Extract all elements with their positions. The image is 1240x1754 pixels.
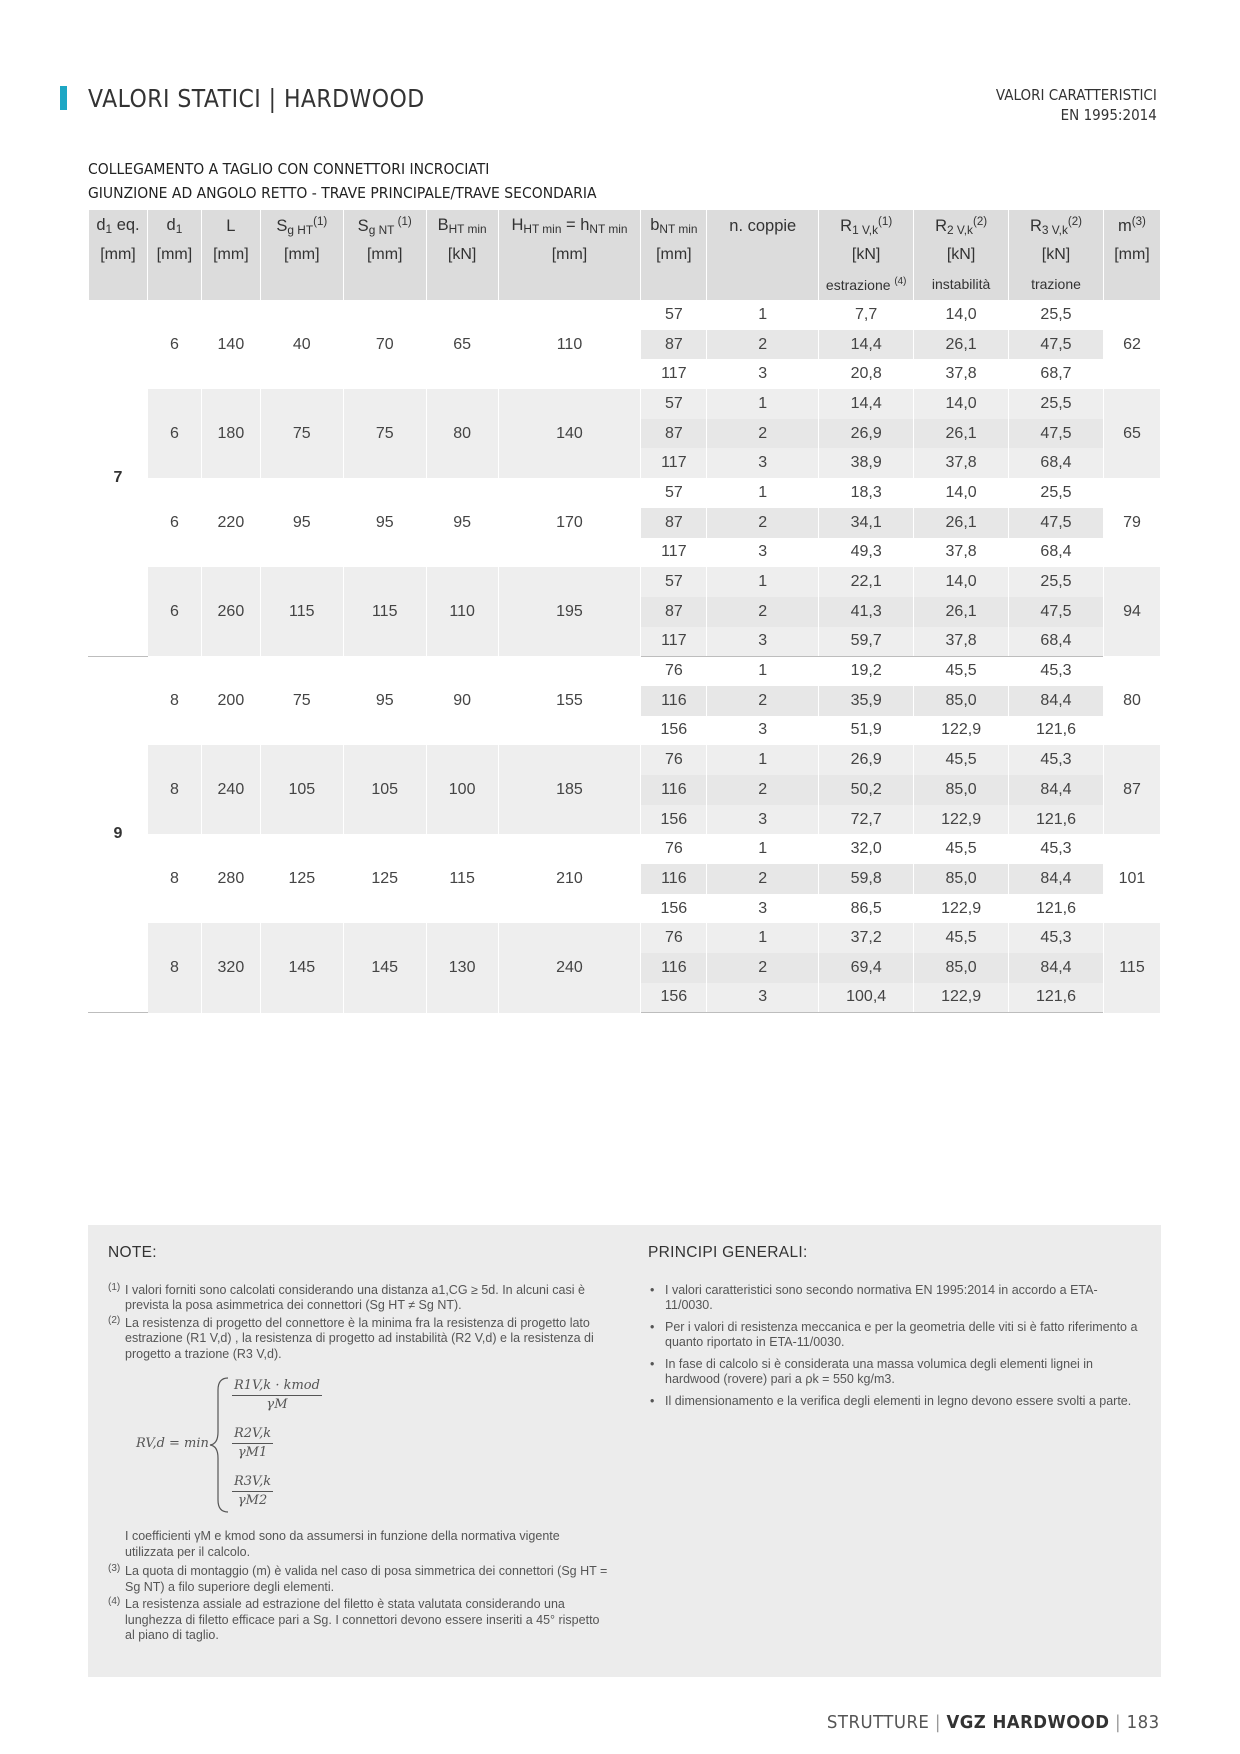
table-row [89,656,1161,686]
cell-r1: 14,4 [819,389,914,419]
unit-m: [mm] [1103,242,1160,268]
cell-sgnt: 145 [343,923,426,1012]
cell-d1eq: 7 [89,300,148,656]
cell-ncoppie: 3 [707,538,819,568]
cell-r3: 121,6 [1009,716,1104,746]
cell-bnt: 117 [641,627,707,657]
cell-d1: 6 [147,300,201,389]
cell-r1: 14,4 [819,330,914,360]
cell-L: 320 [201,923,260,1012]
cell-bnt: 57 [641,389,707,419]
cell-sgnt: 95 [343,478,426,567]
cell-sght: 125 [260,834,343,923]
unit-sgnt: [mm] [343,242,426,268]
col-sght-header: $S_{g HT}^{(1)}$ [260,210,343,242]
cell-bht: 110 [426,567,498,656]
cell-bnt: 117 [641,538,707,568]
cell-ncoppie: 3 [707,983,819,1013]
formula-term-3: $\frac{R3V,k}{\gamma M2}$ [234,1474,272,1508]
cell-r3: 84,4 [1009,686,1104,716]
cell-d1: 8 [147,745,201,834]
table-row [89,567,1161,597]
cell-r3: 25,5 [1009,567,1104,597]
note-2: (2) La resistenza di progetto del connettore è la minima fra la resistenza di progetto lato estrazione (R1 V,d) , la resistenza di progetto ad instabilità (R2 V,d) e la resistenza di progetto a trazione (R3 V,d). [108,1314,594,1361]
sublabel-r1: estrazione $^{(4)}$ [819,268,914,300]
cell-r1: 26,9 [819,745,914,775]
cell-bnt: 76 [641,656,707,686]
cell-bht: 95 [426,478,498,567]
cell-r2: 37,8 [914,538,1009,568]
design-resistance-formula [136,1376,608,1521]
col-bht-header: $B_{HT min}$ [426,210,498,242]
cell-r3: 84,4 [1009,864,1104,894]
cell-r3: 45,3 [1009,923,1104,953]
cell-ncoppie: 1 [707,478,819,508]
cell-m: 62 [1103,300,1160,389]
cell-d1: 6 [147,567,201,656]
cell-r2: 85,0 [914,775,1009,805]
unit-bnt: [mm] [641,242,707,268]
cell-r3: 68,4 [1009,538,1104,568]
cell-r1: 51,9 [819,716,914,746]
cell-r2: 45,5 [914,656,1009,686]
principle-item: • In fase di calcolo si è considerata una massa volumica degli elementi lignei in hardwood (rovere) pari a ρk = 550 kg/m3. [648,1357,1143,1388]
col-d1eq-header: $d_1$ eq. [89,210,148,242]
cell-L: 180 [201,389,260,478]
cell-bnt: 156 [641,983,707,1013]
cell-sght: 105 [260,745,343,834]
cell-r2: 85,0 [914,686,1009,716]
cell-r2: 85,0 [914,864,1009,894]
table-body [89,300,1161,1013]
table-row [89,389,1161,419]
cell-ncoppie: 3 [707,805,819,835]
cell-sght: 75 [260,389,343,478]
cell-bnt: 57 [641,478,707,508]
cell-hht: 155 [498,656,641,745]
cell-m: 115 [1103,923,1160,1012]
cell-bht: 65 [426,300,498,389]
cell-r2: 14,0 [914,567,1009,597]
cell-bnt: 57 [641,300,707,330]
cell-bnt: 87 [641,508,707,538]
cell-bht: 115 [426,834,498,923]
footer-brand: VGZ HARDWOOD [946,1712,1110,1733]
unit-L: [mm] [201,242,260,268]
cell-sgnt: 75 [343,389,426,478]
cell-r2: 122,9 [914,716,1009,746]
cell-d1: 6 [147,389,201,478]
cell-r2: 26,1 [914,508,1009,538]
cell-bnt: 76 [641,923,707,953]
unit-hht: [mm] [498,242,641,268]
cell-bnt: 76 [641,745,707,775]
cell-r2: 122,9 [914,894,1009,924]
cell-ncoppie: 3 [707,716,819,746]
cell-r2: 45,5 [914,923,1009,953]
formula-lhs: RV,d = min [136,1436,209,1451]
cell-r3: 25,5 [1009,389,1104,419]
cell-r3: 25,5 [1009,300,1104,330]
cell-ncoppie: 3 [707,627,819,657]
cell-ncoppie: 1 [707,389,819,419]
cell-r1: 22,1 [819,567,914,597]
formula-brace [208,1376,230,1514]
cell-bnt: 116 [641,775,707,805]
cell-r2: 37,8 [914,627,1009,657]
cell-L: 220 [201,478,260,567]
cell-r3: 84,4 [1009,775,1104,805]
footer-section: STRUTTURE [827,1712,930,1733]
cell-r1: 35,9 [819,686,914,716]
cell-r1: 38,9 [819,448,914,478]
cell-r1: 100,4 [819,983,914,1013]
cell-r1: 32,0 [819,834,914,864]
col-r1-header: $R_{1 V,k}^{(1)}$ [819,210,914,242]
cell-L: 240 [201,745,260,834]
principle-item: • Il dimensionamento e la verifica degli elementi in legno devono essere svolti a parte. [648,1394,1143,1410]
cell-m: 94 [1103,567,1160,656]
unit-d1: [mm] [147,242,201,268]
cell-sght: 75 [260,656,343,745]
cell-sght: 145 [260,923,343,1012]
page-title: VALORI STATICI | HARDWOOD [88,84,425,113]
notes-column [108,1245,608,1646]
cell-r1: 7,7 [819,300,914,330]
cell-bht: 100 [426,745,498,834]
cell-bnt: 87 [641,419,707,449]
cell-r2: 26,1 [914,419,1009,449]
cell-bnt: 57 [641,567,707,597]
page-footer: STRUTTURE | VGZ HARDWOOD | 183 [827,1712,1160,1733]
unit-r3: [kN] [1009,242,1104,268]
cell-r1: 59,7 [819,627,914,657]
table-row [89,478,1161,508]
col-bnt-header: $b_{NT min}$ [641,210,707,242]
cell-r2: 122,9 [914,805,1009,835]
cell-r3: 121,6 [1009,894,1104,924]
cell-ncoppie: 1 [707,656,819,686]
cell-r3: 47,5 [1009,330,1104,360]
col-sgnt-header: $S_{g NT}$ $^{(1)}$ [343,210,426,242]
cell-r3: 84,4 [1009,953,1104,983]
cell-sgnt: 95 [343,656,426,745]
cell-d1eq: 9 [89,656,148,1012]
cell-r1: 34,1 [819,508,914,538]
cell-r1: 72,7 [819,805,914,835]
cell-ncoppie: 2 [707,330,819,360]
col-d1-header: $d_1$ [147,210,201,242]
cell-sgnt: 115 [343,567,426,656]
cell-hht: 140 [498,389,641,478]
cell-ncoppie: 3 [707,359,819,389]
cell-ncoppie: 2 [707,864,819,894]
cell-m: 65 [1103,389,1160,478]
cell-r2: 45,5 [914,745,1009,775]
unit-r2: [kN] [914,242,1009,268]
cell-L: 280 [201,834,260,923]
cell-L: 200 [201,656,260,745]
cell-r3: 47,5 [1009,508,1104,538]
cell-bht: 80 [426,389,498,478]
cell-bnt: 87 [641,597,707,627]
note-2-coefficients: I coefficienti γM e kmod sono da assumersi in funzione della normativa vigente utilizzata per il calcolo. [125,1529,560,1559]
static-values-table [88,210,1161,1013]
col-r3-header: $R_{3 V,k}^{(2)}$ [1009,210,1104,242]
cell-ncoppie: 3 [707,894,819,924]
cell-sgnt: 70 [343,300,426,389]
cell-bnt: 116 [641,953,707,983]
cell-r3: 47,5 [1009,419,1104,449]
sublabel-r2: instabilità [914,268,1009,300]
cell-sght: 115 [260,567,343,656]
formula-term-1: R1V,k · kmod γM [234,1378,320,1412]
principle-item: • Per i valori di resistenza meccanica e per la geometria delle viti si è fatto riferimento a quanto riportato in ETA-11/0030. [648,1320,1143,1351]
cell-ncoppie: 1 [707,300,819,330]
unit-ncoppie [707,242,819,268]
principles-heading: PRINCIPI GENERALI: [648,1244,808,1261]
notes-panel [88,1225,1161,1677]
cell-r1: 37,2 [819,923,914,953]
table-header [89,210,1161,300]
cell-m: 101 [1103,834,1160,923]
cell-r1: 41,3 [819,597,914,627]
cell-bnt: 116 [641,864,707,894]
section-title-1: COLLEGAMENTO A TAGLIO CON CONNETTORI INCROCIATI [88,160,490,178]
note-4: (4) La resistenza assiale ad estrazione del filetto è stata valutata considerando una lunghezza di filetto efficace pari a Sg. I connettori devono essere inseriti a 45° rispetto al piano di taglio. [108,1596,600,1642]
cell-r3: 68,7 [1009,359,1104,389]
cell-r1: 49,3 [819,538,914,568]
principle-item: • I valori caratteristici sono secondo normativa EN 1995:2014 in accordo a ETA-11/0030. [648,1283,1143,1314]
cell-hht: 185 [498,745,641,834]
cell-r3: 121,6 [1009,983,1104,1013]
cell-r1: 50,2 [819,775,914,805]
col-hht-header: $H_{HT min} = h_{NT min}$ [498,210,641,242]
cell-m: 80 [1103,656,1160,745]
title-accent-bar [60,86,67,110]
cell-sgnt: 105 [343,745,426,834]
cell-hht: 195 [498,567,641,656]
page-number: 183 [1127,1712,1160,1733]
cell-r1: 19,2 [819,656,914,686]
cell-bht: 130 [426,923,498,1012]
cell-r2: 26,1 [914,597,1009,627]
cell-d1: 6 [147,478,201,567]
cell-bht: 90 [426,656,498,745]
table-row [89,923,1161,953]
cell-r2: 122,9 [914,983,1009,1013]
cell-bnt: 87 [641,330,707,360]
principles-column [648,1245,1143,1415]
unit-r1: [kN] [819,242,914,268]
cell-ncoppie: 2 [707,686,819,716]
cell-r3: 45,3 [1009,834,1104,864]
notes-heading: NOTE: [108,1244,157,1261]
cell-r2: 37,8 [914,359,1009,389]
cell-sght: 40 [260,300,343,389]
sublabel-r3: trazione [1009,268,1104,300]
cell-r2: 26,1 [914,330,1009,360]
cell-ncoppie: 3 [707,448,819,478]
cell-bnt: 117 [641,448,707,478]
cell-ncoppie: 1 [707,567,819,597]
cell-bnt: 76 [641,834,707,864]
cell-r1: 20,8 [819,359,914,389]
cell-r2: 14,0 [914,389,1009,419]
cell-r2: 85,0 [914,953,1009,983]
cell-r3: 47,5 [1009,597,1104,627]
cell-ncoppie: 1 [707,923,819,953]
section-titles [88,157,597,205]
cell-m: 87 [1103,745,1160,834]
cell-r2: 14,0 [914,300,1009,330]
col-ncoppie-header: n. coppie [707,210,819,242]
note-1: (1) I valori forniti sono calcolati considerando una distanza a1,CG ≥ 5d. In alcuni casi è prevista la posa asimmetrica dei connettori (Sg HT ≠ Sg NT). [108,1281,585,1312]
cell-ncoppie: 2 [707,508,819,538]
cell-ncoppie: 2 [707,953,819,983]
standard-reference-line2: EN 1995:2014 [1060,106,1157,124]
cell-ncoppie: 1 [707,745,819,775]
formula-term-2: $\frac{R2V,k}{\gamma M1}$ [234,1426,272,1460]
cell-r2: 45,5 [914,834,1009,864]
cell-r2: 37,8 [914,448,1009,478]
cell-bnt: 156 [641,805,707,835]
cell-sght: 95 [260,478,343,567]
cell-m: 79 [1103,478,1160,567]
cell-r3: 25,5 [1009,478,1104,508]
cell-ncoppie: 1 [707,834,819,864]
cell-hht: 240 [498,923,641,1012]
standard-reference-line1: VALORI CARATTERISTICI [996,86,1157,104]
cell-bnt: 117 [641,359,707,389]
col-L-header: L [201,210,260,242]
cell-bnt: 156 [641,894,707,924]
unit-sght: [mm] [260,242,343,268]
standard-reference [996,85,1157,125]
cell-ncoppie: 2 [707,597,819,627]
cell-hht: 170 [498,478,641,567]
cell-bnt: 116 [641,686,707,716]
cell-L: 260 [201,567,260,656]
table-row [89,834,1161,864]
cell-r1: 18,3 [819,478,914,508]
table-row [89,300,1161,330]
cell-r3: 68,4 [1009,627,1104,657]
section-title-2: GIUNZIONE AD ANGOLO RETTO - TRAVE PRINCIPALE/TRAVE SECONDARIA [88,184,597,202]
cell-r3: 45,3 [1009,745,1104,775]
cell-r1: 86,5 [819,894,914,924]
col-r2-header: $R_{2 V,k}^{(2)}$ [914,210,1009,242]
cell-d1: 8 [147,923,201,1012]
cell-bnt: 156 [641,716,707,746]
note-3: (3) La quota di montaggio (m) è valida nel caso di posa simmetrica dei connettori (Sg HT = Sg NT) a filo superiore degli elementi. [108,1563,608,1594]
cell-d1: 8 [147,656,201,745]
cell-hht: 110 [498,300,641,389]
col-m-header: $m^{(3)}$ [1103,210,1160,242]
cell-r3: 45,3 [1009,656,1104,686]
cell-sgnt: 125 [343,834,426,923]
table-row [89,745,1161,775]
cell-hht: 210 [498,834,641,923]
cell-r1: 59,8 [819,864,914,894]
cell-r2: 14,0 [914,478,1009,508]
cell-r1: 69,4 [819,953,914,983]
cell-r1: 26,9 [819,419,914,449]
cell-r3: 68,4 [1009,448,1104,478]
cell-d1: 8 [147,834,201,923]
unit-bht: [kN] [426,242,498,268]
unit-d1eq: [mm] [89,242,148,268]
cell-L: 140 [201,300,260,389]
cell-ncoppie: 2 [707,419,819,449]
cell-ncoppie: 2 [707,775,819,805]
cell-r3: 121,6 [1009,805,1104,835]
